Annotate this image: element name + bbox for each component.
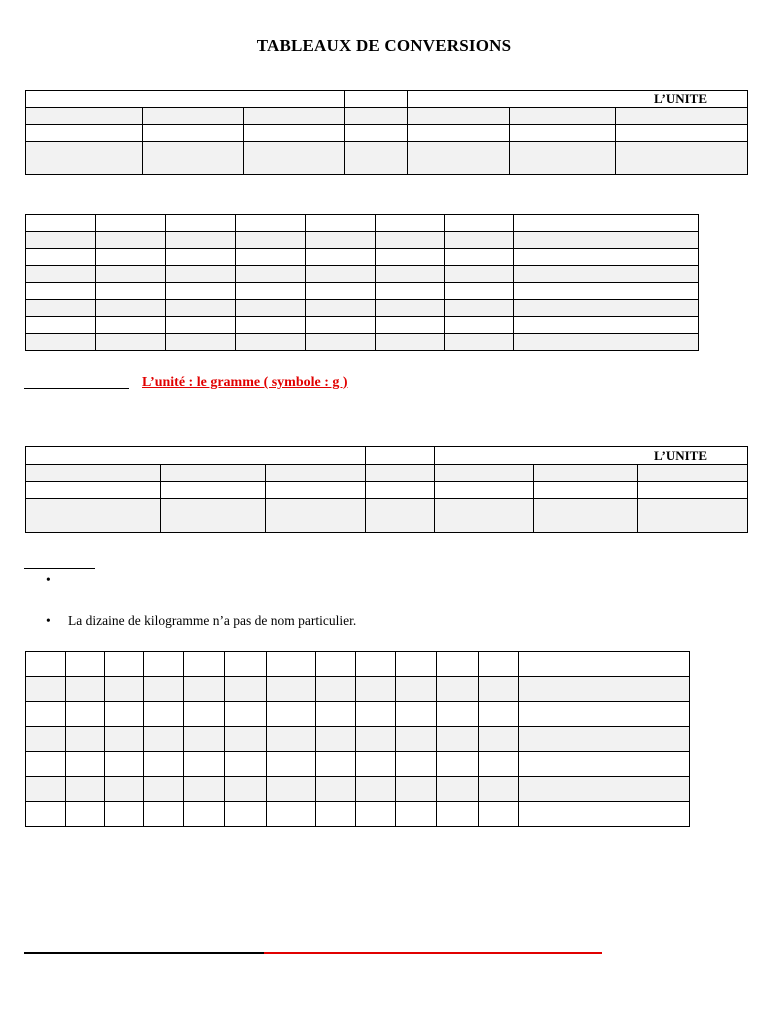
bullet-item bbox=[46, 572, 68, 588]
heading-underline bbox=[24, 388, 129, 389]
bullet-icon: • bbox=[46, 613, 51, 628]
unit-table-1 bbox=[25, 90, 748, 175]
page-title: TABLEAUX DE CONVERSIONS bbox=[256, 36, 512, 55]
footer-rule-red bbox=[264, 952, 602, 954]
note-underline bbox=[24, 568, 95, 569]
unit-header: L’UNITE bbox=[408, 91, 748, 108]
bullet-text: La dizaine de kilogramme n’a pas de nom particulier. bbox=[68, 613, 357, 628]
bullet-icon: • bbox=[46, 572, 51, 587]
header-cell bbox=[345, 91, 408, 108]
unit-table-2 bbox=[25, 446, 748, 533]
unit-header: L’UNITE bbox=[435, 447, 748, 465]
section-subtitle: L’unité : le gramme ( symbole : g ) bbox=[142, 375, 348, 390]
conversion-table-2 bbox=[25, 651, 690, 827]
bullet-item bbox=[46, 613, 356, 629]
header-cell bbox=[26, 91, 345, 108]
footer-rule-black bbox=[24, 952, 264, 954]
conversion-table-1 bbox=[25, 214, 699, 351]
